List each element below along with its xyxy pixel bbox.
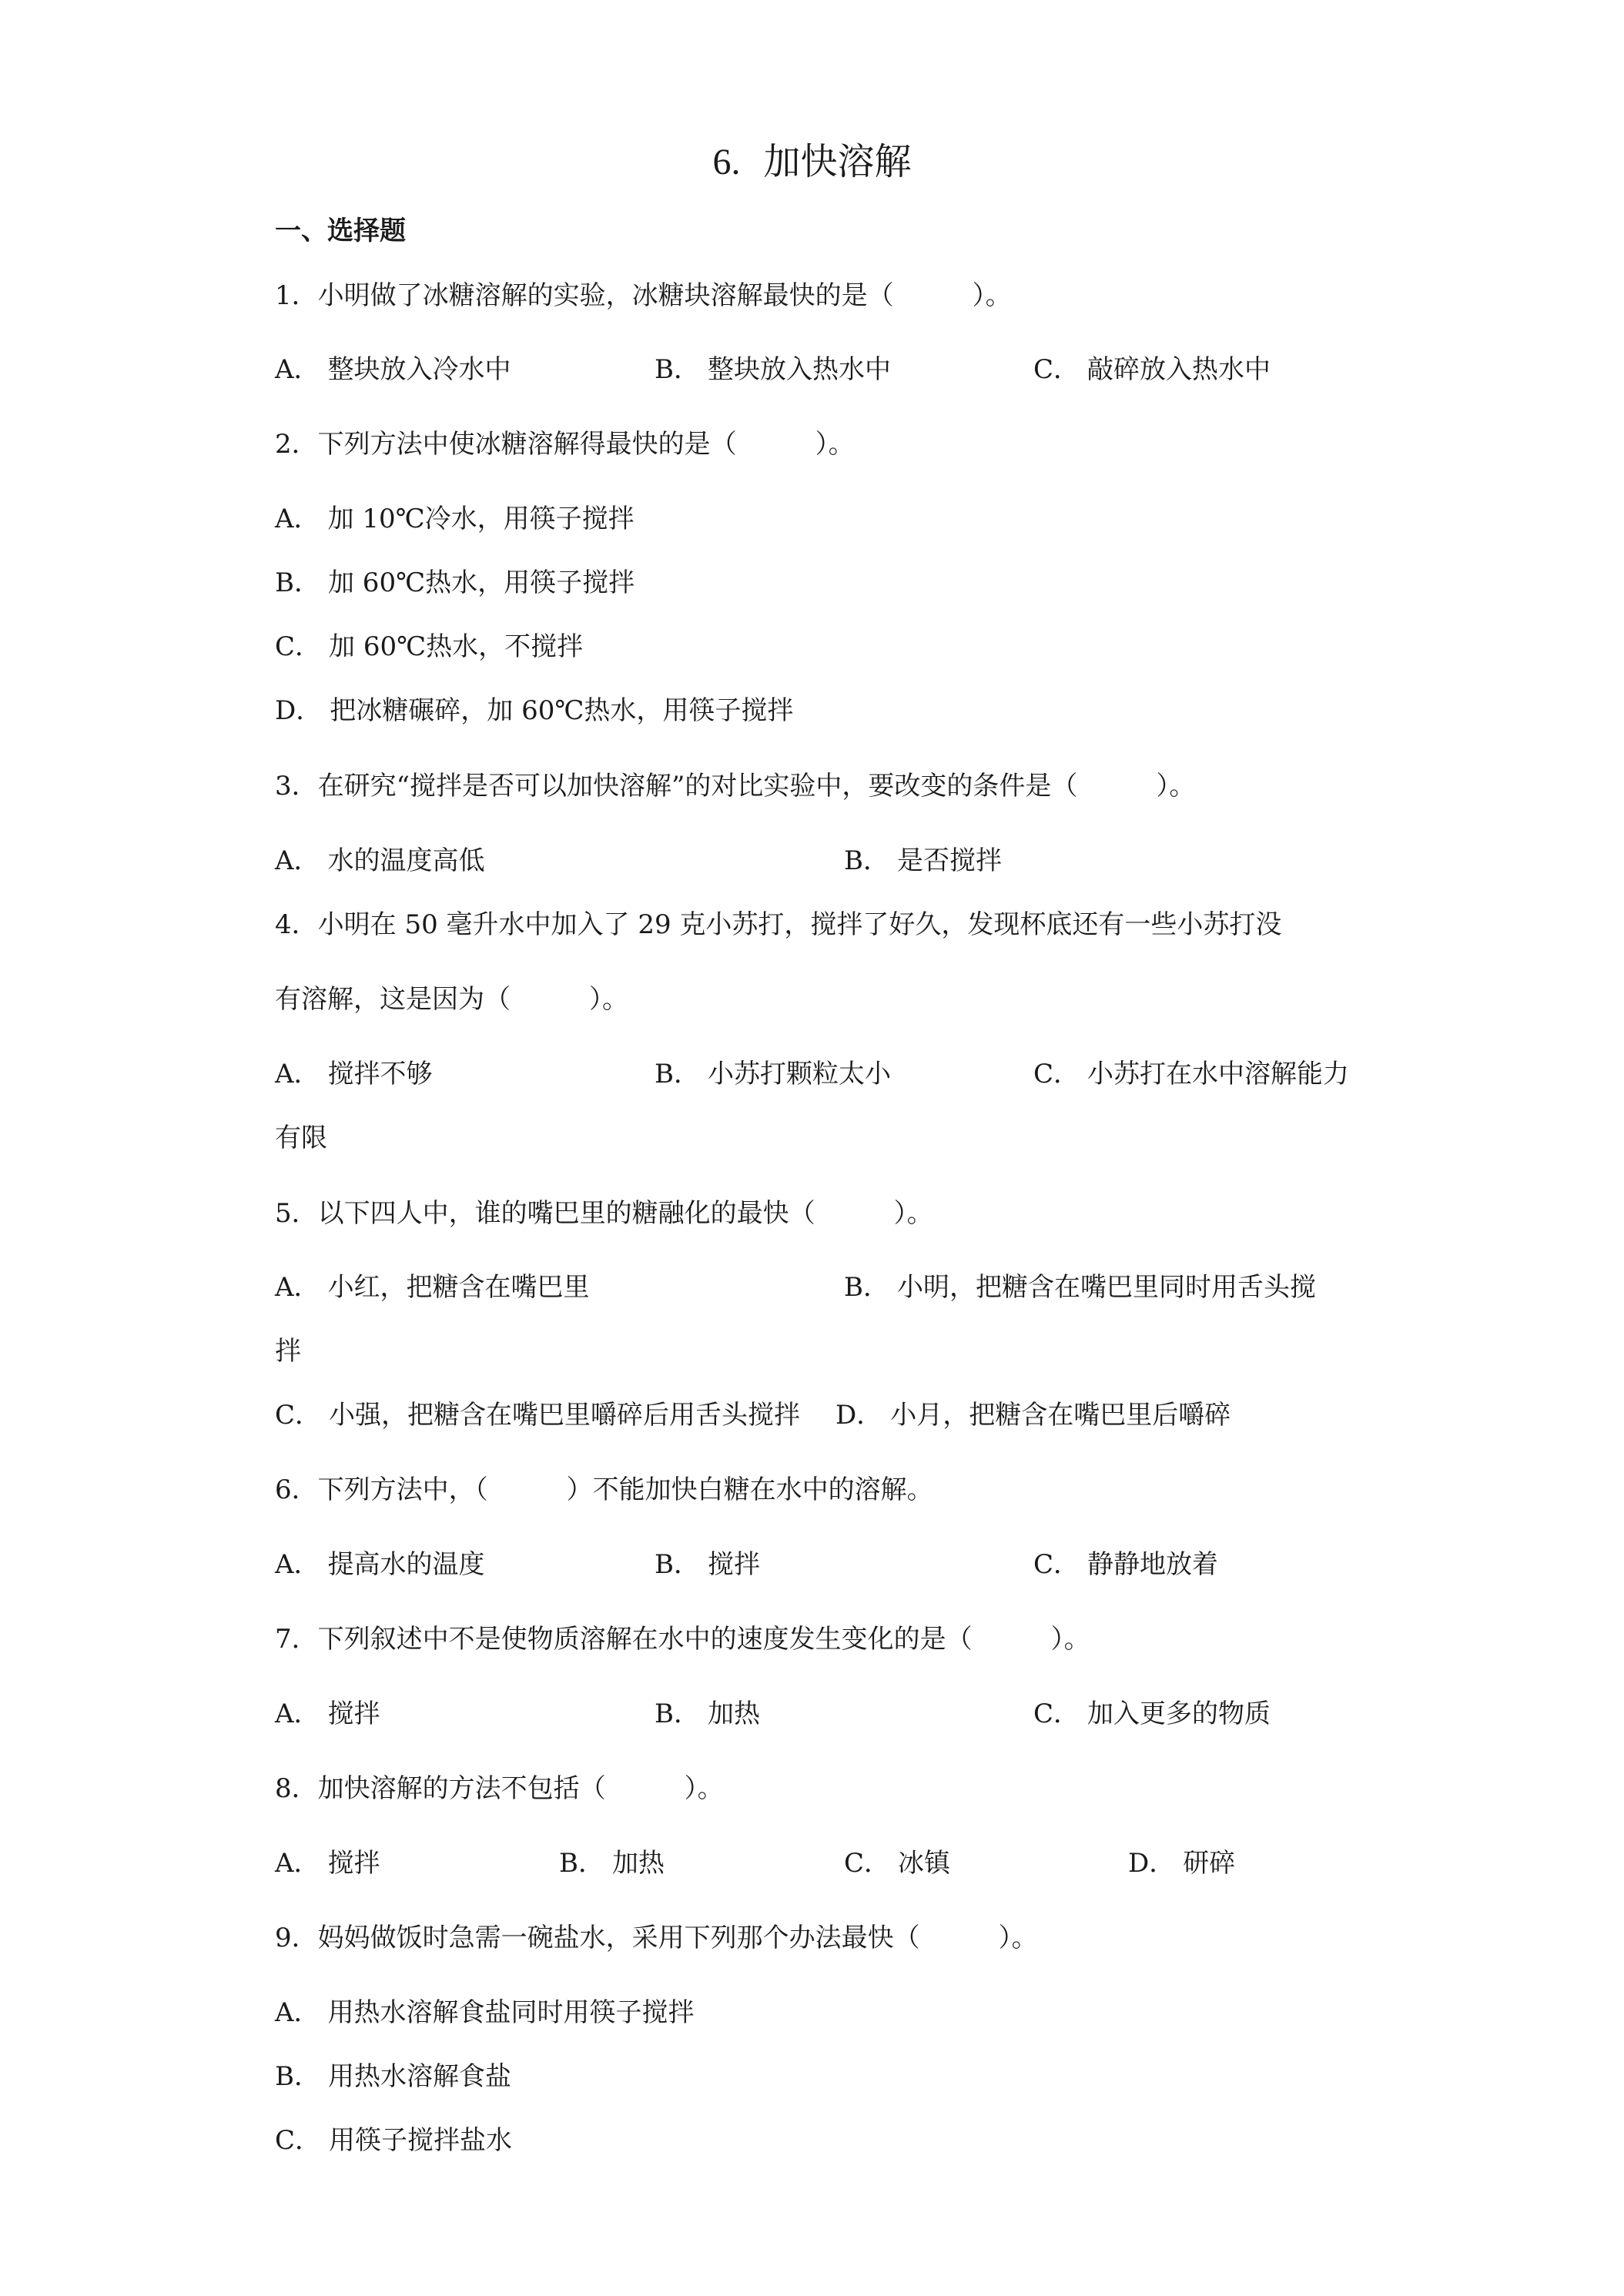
q6-option-a: A． 提高水的温度 [275, 1549, 485, 1580]
q4-option-b: B． 小苏打颗粒太小 [655, 1059, 891, 1089]
title-text: 加快溶解 [763, 140, 912, 183]
q5-option-a: A． 小红，把糖含在嘴巴里 [275, 1272, 590, 1303]
q4-option-c: C． 小苏打在水中溶解能力 [1033, 1059, 1350, 1089]
q1-option-a: A． 整块放入冷水中 [275, 354, 511, 385]
q7-option-c: C． 加入更多的物质 [1033, 1699, 1271, 1729]
q5-option-b: B． 小明，把糖含在嘴巴里同时用舌头搅 [844, 1272, 1316, 1303]
q1-option-c: C． 敲碎放入热水中 [1033, 354, 1271, 385]
question-4-stem-cont: 有溶解，这是因为（ ）。 [275, 984, 628, 1015]
q1-option-b: B． 整块放入热水中 [655, 354, 891, 385]
q2-option-c: C． 加 60℃热水，不搅拌 [275, 631, 584, 662]
question-2-stem: 2．下列方法中使冰糖溶解得最快的是（ ）。 [275, 429, 855, 460]
q9-option-c: C． 用筷子搅拌盐水 [275, 2125, 513, 2156]
q8-option-b: B． 加热 [559, 1848, 665, 1879]
q5-option-d: D． 小月，把糖含在嘴巴里后嚼碎 [835, 1400, 1231, 1431]
q7-option-b: B． 加热 [655, 1699, 760, 1729]
q5-option-b-wrap: 拌 [275, 1336, 301, 1367]
q5-option-c: C． 小强，把糖含在嘴巴里嚼碎后用舌头搅拌 [275, 1400, 801, 1431]
question-6-stem: 6．下列方法中，（ ）不能加快白糖在水中的溶解。 [275, 1474, 933, 1505]
q6-option-b: B． 搅拌 [655, 1549, 760, 1580]
q2-option-b: B． 加 60℃热水，用筷子搅拌 [275, 567, 635, 598]
q9-option-b: B． 用热水溶解食盐 [275, 2061, 511, 2092]
section-heading: 一、选择题 [275, 216, 406, 246]
question-5-stem: 5．以下四人中，谁的嘴巴里的糖融化的最快（ ）。 [275, 1198, 933, 1229]
q2-option-d: D． 把冰糖碾碎，加 60℃热水，用筷子搅拌 [275, 695, 794, 726]
q9-option-a: A． 用热水溶解食盐同时用筷子搅拌 [275, 1997, 695, 2028]
q8-option-c: C． 冰镇 [844, 1848, 951, 1879]
q4-option-a: A． 搅拌不够 [275, 1059, 433, 1089]
q3-option-b: B． 是否搅拌 [844, 845, 1002, 876]
q2-option-a: A． 加 10℃冷水，用筷子搅拌 [275, 504, 635, 534]
q8-option-d: D． 研碎 [1128, 1848, 1236, 1879]
q4-option-c-wrap: 有限 [275, 1123, 327, 1153]
question-9-stem: 9．妈妈做饭时急需一碗盐水，采用下列那个办法最快（ ）。 [275, 1923, 1038, 1953]
question-3-stem: 3．在研究“搅拌是否可以加快溶解”的对比实验中，要改变的条件是（ ）。 [275, 771, 1196, 802]
q3-option-a: A． 水的温度高低 [275, 845, 485, 876]
page-title [0, 139, 1624, 186]
question-4-stem: 4．小明在 50 毫升水中加入了 29 克小苏打，搅拌了好久，发现杯底还有一些小苏打没 [275, 909, 1282, 940]
question-1-stem: 1．小明做了冰糖溶解的实验，冰糖块溶解最快的是（ ）。 [275, 280, 1012, 311]
question-8-stem: 8．加快溶解的方法不包括（ ）。 [275, 1773, 724, 1804]
title-number: 6. [712, 142, 741, 182]
q7-option-a: A． 搅拌 [275, 1699, 380, 1729]
question-7-stem: 7．下列叙述中不是使物质溶解在水中的速度发生变化的是（ ）。 [275, 1624, 1090, 1655]
q8-option-a: A． 搅拌 [275, 1848, 380, 1879]
q6-option-c: C． 静静地放着 [1033, 1549, 1219, 1580]
